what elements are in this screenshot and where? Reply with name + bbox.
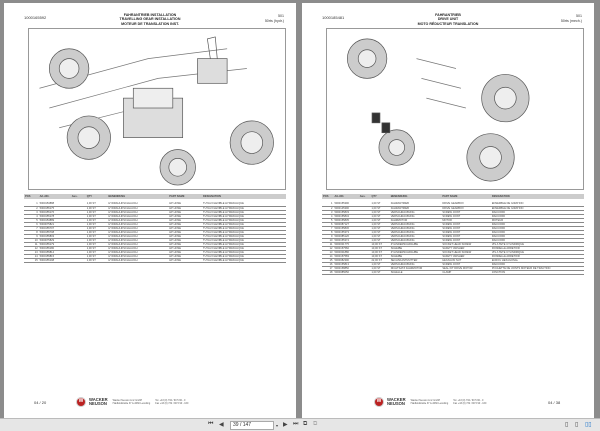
table-cell: SCREW JOINT — [441, 222, 491, 226]
col-benennung: BENENNUNG — [107, 194, 168, 199]
table-cell: SOCKET HEAD SCREW — [441, 250, 491, 254]
table-cell: 5000155374 — [333, 238, 358, 242]
table-cell: FAHRMOTOR — [390, 218, 442, 222]
table-cell: 1,00 ST — [370, 226, 389, 230]
left-document-page — [4, 3, 296, 418]
continuous-view-icon[interactable]: ▯ — [575, 422, 579, 428]
table-cell: 1,00 ST — [86, 234, 108, 238]
col-aus: Aus. — [359, 194, 371, 199]
table-cell: TUYAU FLEXIBLE HYDRAULIQUE — [202, 258, 286, 262]
table-row — [322, 270, 584, 274]
page-titles — [302, 13, 594, 26]
col-part-name: PART NAME — [168, 194, 202, 199]
tel: Tel. +43 (0) 732 / 90 5 90 - 0 — [453, 398, 484, 402]
table-cell: 6 — [322, 222, 333, 226]
table-cell: TUYAU FLEXIBLE HYDRAULIQUE — [202, 202, 286, 206]
table-cell: 1,00 ST — [370, 262, 389, 266]
table-cell: SCHELLE — [390, 270, 442, 274]
title-de: FAHRANTRIEB INSTALLATION — [123, 13, 177, 17]
table-cell: SOCKET HEAD SCREW — [441, 242, 491, 246]
table-cell: 5 — [24, 218, 39, 222]
table-cell: 5000155835 — [333, 218, 358, 222]
table-cell: 1,00 ST — [86, 250, 108, 254]
parts-table — [322, 194, 584, 275]
table-cell: 10 — [24, 238, 39, 242]
wacker-logo-icon: W — [76, 397, 86, 407]
table-cell: HP HOSE — [168, 210, 202, 214]
col-aus: Aus. — [71, 194, 86, 199]
table-cell: ECROU HEXAGONAL — [491, 258, 584, 262]
table-cell: 5000155708 — [39, 230, 71, 234]
wacker-neuson-logo — [76, 397, 188, 407]
table-cell: 12 — [322, 246, 333, 250]
table-cell: 5000082390 — [333, 258, 358, 262]
first-page-button[interactable]: ⏮ — [208, 421, 214, 427]
table-cell: HYDRAULIKSCHLAUCH — [107, 254, 168, 258]
page-titles — [4, 13, 296, 26]
table-cell: 5000155175 — [39, 206, 71, 210]
table-cell: SCREW JOINT — [441, 230, 491, 234]
table-cell: 1,00 ST — [370, 230, 389, 234]
parts-table — [24, 194, 286, 263]
table-cell: 4 — [322, 214, 333, 218]
table-cell: RACCORD — [491, 230, 584, 234]
col-qty: QTY — [370, 194, 389, 199]
table-cell: MOTOR — [441, 218, 491, 222]
table-cell: 1,00 ST — [370, 238, 389, 242]
exploded-diagram — [326, 28, 584, 190]
col-qty: QTY — [86, 194, 108, 199]
table-cell: 5000155833 — [333, 210, 358, 214]
table-cell: 5000155390 — [333, 202, 358, 206]
next-page-button[interactable]: ▶ — [283, 422, 288, 428]
table-cell: SCREW JOINT — [441, 234, 491, 238]
table-cell: 2 — [24, 206, 39, 210]
document-number: 1000185481 — [322, 15, 345, 20]
table-cell: FAHRANTRIEB — [390, 206, 442, 210]
table-cell: TUYAU FLEXIBLE HYDRAULIQUE — [202, 242, 286, 246]
table-cell: 1,00 ST — [370, 210, 389, 214]
table-cell: 5000087127 — [333, 222, 358, 226]
table-cell: SCREW JOINT — [441, 214, 491, 218]
table-cell: ZYLINDERSCHRAUBE — [390, 250, 442, 254]
table-cell: 6 — [24, 222, 39, 226]
table-cell: 15 — [322, 258, 333, 262]
table-cell: 5000001775 — [333, 242, 358, 246]
table-cell: HP HOSE — [168, 226, 202, 230]
table-cell: 1,00 ST — [86, 258, 108, 262]
table-cell: 7 — [322, 226, 333, 230]
table-cell: VERSCHRAUBUNG — [390, 214, 442, 218]
table-cell: 10,00 ST — [370, 246, 389, 250]
right-document-page — [302, 3, 594, 418]
table-cell: 5000155198 — [39, 258, 71, 262]
table-cell: SCREW JOINT — [441, 226, 491, 230]
table-cell: ZYLINDERSCHRAUBE — [390, 242, 442, 246]
section-ref — [561, 14, 582, 24]
table-cell: 1,00 ST — [86, 222, 108, 226]
company: Wacker Neuson Linz GmbH — [112, 398, 143, 402]
col-pos: POS — [322, 194, 333, 199]
table-cell: VIS A TETE CYLINDRIQUE — [491, 250, 584, 254]
table-cell: 1,00 ST — [86, 206, 108, 210]
table-cell: CLAMP — [441, 270, 491, 274]
title-de: FAHRANTRIEB — [435, 13, 461, 17]
table-cell: 1,00 ST — [86, 246, 108, 250]
table-cell: HP HOSE — [168, 222, 202, 226]
table-cell: 1,00 ST — [86, 238, 108, 242]
table-cell: 1,00 ST — [86, 202, 108, 206]
table-cell: HP HOSE — [168, 218, 202, 222]
table-cell: RONDELLE ARRETOIR — [491, 246, 584, 250]
title-fr: MOTO RÉDUCTEUR TRANSLATION — [417, 21, 479, 26]
table-cell: 22,00 ST — [370, 258, 389, 262]
table-cell: 11 — [322, 242, 333, 246]
table-cell: SAFETY WASHER — [441, 254, 491, 258]
table-cell: RACCORD — [491, 262, 584, 266]
tel: Tel. +43 (0) 732 / 90 5 90 - 0 — [155, 398, 186, 402]
page-number: 04 / 38 — [548, 400, 561, 405]
table-cell: HYDRAULIKSCHLAUCH — [107, 230, 168, 234]
table-cell: 1,00 ST — [86, 218, 108, 222]
table-cell: 7 — [24, 226, 39, 230]
table-cell: 10,00 ST — [370, 254, 389, 258]
table-cell: 1,00 ST — [86, 226, 108, 230]
table-cell: RACCORD — [491, 214, 584, 218]
table-cell: TUYAU FLEXIBLE HYDRAULIQUE — [202, 254, 286, 258]
street: Haidfeldstraße 37 A-4060 Leonding — [112, 402, 151, 405]
table-cell: 1,00 ST — [86, 230, 108, 234]
table-cell: 10,00 ST — [370, 242, 389, 246]
table-cell: 17 — [322, 266, 333, 270]
page-number: 04 / 20 — [34, 400, 47, 405]
table-cell: HP HOSE — [168, 254, 202, 258]
table-cell: HP HOSE — [168, 206, 202, 210]
table-cell: RONDELLE ARRETOIR — [491, 254, 584, 258]
ref-number: 501 — [576, 14, 582, 18]
table-cell: 1,00 ST — [370, 266, 389, 270]
table-cell: HP HOSE — [168, 242, 202, 246]
table-cell: SECHSKANTMUTTER — [390, 258, 442, 262]
table-cell: 5000155178 — [39, 214, 71, 218]
table-cell: VIS A TETE CYLINDRIQUE — [491, 242, 584, 246]
col-part-name: PART NAME — [441, 194, 491, 199]
table-cell — [71, 258, 86, 262]
table-cell: 5000155176 — [39, 210, 71, 214]
table-cell: FAHRANTRIEB — [390, 202, 442, 206]
table-cell: 8 — [24, 230, 39, 234]
table-cell: 14 — [24, 254, 39, 258]
col-designation: DESIGNATION — [202, 194, 286, 199]
table-cell: VERSCHRAUBUNG — [390, 238, 442, 242]
table-row — [24, 258, 286, 262]
table-cell: HYDRAULIKSCHLAUCH — [107, 250, 168, 254]
last-page-button[interactable]: ⏭ — [293, 421, 299, 427]
table-cell: HYDRAULIKSCHLAUCH — [107, 234, 168, 238]
table-cell: 1 — [322, 202, 333, 206]
table-cell: HYDRAULIKSCHLAUCH — [107, 218, 168, 222]
table-cell: 9 — [322, 234, 333, 238]
table-cell: TUYAU FLEXIBLE HYDRAULIQUE — [202, 214, 286, 218]
title-en: DRIVE UNIT — [437, 17, 459, 22]
table-cell: HP HOSE — [168, 214, 202, 218]
col-designation: DESIGNATION — [491, 194, 584, 199]
page-dropdown-icon[interactable]: ▾ — [276, 423, 279, 428]
table-cell: HYDRAULIKSCHLAUCH — [107, 258, 168, 262]
table-cell: HYDRAULIKSCHLAUCH — [107, 226, 168, 230]
table-cell: TUYAU FLEXIBLE HYDRAULIQUE — [202, 226, 286, 230]
table-cell: 5000085050 — [333, 270, 358, 274]
table-cell: 5000153889 — [39, 218, 71, 222]
brand-line1: WACKER — [89, 396, 108, 402]
table-cell: 5000085126 — [333, 234, 358, 238]
table-cell: VERSCHRAUBUNG — [390, 222, 442, 226]
document-number: 1000165592 — [24, 15, 47, 20]
table-cell: 5000155373 — [333, 230, 358, 234]
table-cell: 5000155814 — [39, 250, 71, 254]
brand-line2: NEUSON — [89, 401, 107, 406]
table-cell: 1,00 ST — [370, 270, 389, 274]
wacker-logo-icon: W — [374, 397, 384, 407]
table-cell: 4 — [24, 214, 39, 218]
table-cell: HYDRAULIKSCHLAUCH — [107, 246, 168, 250]
table-cell: TUYAU FLEXIBLE HYDRAULIQUE — [202, 218, 286, 222]
table-cell: RACCORD — [491, 234, 584, 238]
table-cell: VERSCHRAUBUNG — [390, 262, 442, 266]
table-cell: HYDRAULIKSCHLAUCH — [107, 206, 168, 210]
col-part-no: A/L-NO. — [333, 194, 358, 199]
two-page-view-icon[interactable]: ▯▯ — [585, 422, 592, 428]
table-cell: MOTEUR — [491, 218, 584, 222]
table-cell: 13 — [24, 250, 39, 254]
table-cell: TUYAU FLEXIBLE HYDRAULIQUE — [202, 230, 286, 234]
page-number-input[interactable]: 39 / 147 — [230, 421, 274, 430]
table-cell: HP HOSE — [168, 250, 202, 254]
table-cell: 11 — [24, 242, 39, 246]
table-cell: 5000001880 — [333, 250, 358, 254]
table-cell: 5000155180 — [39, 246, 71, 250]
table-cell: 1,00 ST — [370, 234, 389, 238]
table-cell: 1,00 ST — [86, 254, 108, 258]
paste-icon[interactable]: ⧉ — [313, 421, 318, 427]
table-cell: SEAL KIT DRIVE MOTOR — [441, 266, 491, 270]
table-cell: 1,00 ST — [370, 206, 389, 210]
table-cell: 9 — [24, 234, 39, 238]
fax: Fax +43 (0) 732 / 90 5 90 - 160 — [453, 402, 487, 405]
table-cell: RACCORD — [491, 226, 584, 230]
table-cell: 5000155803 — [39, 234, 71, 238]
table-cell: SAFETY WASHER — [441, 246, 491, 250]
table-cell: 10 — [322, 238, 333, 242]
table-cell: ENSEMBLE DE GIRATION — [491, 202, 584, 206]
table-cell: HP HOSE — [168, 238, 202, 242]
table-cell: 1,00 ST — [86, 214, 108, 218]
table-cell: HYDRAULIKSCHLAUCH — [107, 238, 168, 242]
table-cell: 1,00 ST — [370, 202, 389, 206]
table-cell: SCREW JOINT — [441, 210, 491, 214]
table-cell: TUYAU FLEXIBLE HYDRAULIQUE — [202, 250, 286, 254]
table-cell: 12 — [24, 246, 39, 250]
table-cell: HEXAGON NUT — [441, 258, 491, 262]
table-cell: 1,00 ST — [370, 222, 389, 226]
wacker-neuson-logo — [374, 397, 486, 407]
fax: Fax +43 (0) 732 / 90 5 90 - 160 — [155, 402, 189, 405]
table-cell: ENSEMBLE DE GIRATION — [491, 206, 584, 210]
table-cell: HYDRAULIKSCHLAUCH — [107, 210, 168, 214]
table-cell: HP HOSE — [168, 234, 202, 238]
table-cell: HYDRAULIKSCHLAUCH — [107, 214, 168, 218]
brand-line2: NEUSON — [387, 401, 405, 406]
table-cell: HP HOSE — [168, 258, 202, 262]
table-cell: 1,00 ST — [370, 218, 389, 222]
table-cell: TUYAU FLEXIBLE HYDRAULIQUE — [202, 222, 286, 226]
table-cell — [359, 270, 371, 274]
table-cell: TUYAU FLEXIBLE HYDRAULIQUE — [202, 210, 286, 214]
table-cell: 10,00 ST — [370, 250, 389, 254]
table-cell: DRIVE GEARBOX — [441, 202, 491, 206]
ref-sub: 50rts (hydr.) — [264, 19, 284, 23]
table-cell: 1,00 ST — [86, 242, 108, 246]
brand-line1: WACKER — [387, 396, 406, 402]
table-cell: 2 — [322, 206, 333, 210]
table-cell: HYDRAULIKSCHLAUCH — [107, 202, 168, 206]
table-cell: JONCTION — [491, 270, 584, 274]
table-cell: 5 — [322, 218, 333, 222]
table-cell: VERSCHRAUBUNG — [390, 226, 442, 230]
exploded-diagram — [28, 28, 286, 190]
copy-icon[interactable]: ⧉ — [303, 421, 308, 427]
table-cell: 16 — [322, 262, 333, 266]
table-cell: 8 — [322, 230, 333, 234]
table-cell: RACCORD — [491, 238, 584, 242]
table-cell: 14 — [322, 254, 333, 258]
company: Wacker Neuson Linz GmbH — [410, 398, 441, 402]
title-en: TRAVELLING GEAR INSTALLATION — [119, 17, 181, 22]
table-cell: 5000155707 — [39, 226, 71, 230]
table-cell: TUYAU FLEXIBLE HYDRAULIQUE — [202, 238, 286, 242]
table-cell: RACCORD — [491, 210, 584, 214]
table-cell: 5000145390 — [333, 206, 358, 210]
table-cell: 1,00 ST — [370, 214, 389, 218]
viewer-toolbar — [0, 418, 600, 431]
table-cell: 5000075829 — [39, 238, 71, 242]
col-benennung: BENENNUNG — [390, 194, 442, 199]
ref-number: 501 — [278, 14, 284, 18]
street: Haidfeldstraße 37 A-4060 Leonding — [410, 402, 449, 405]
section-ref — [265, 14, 284, 24]
table-cell: DRIVE GEARBOX — [441, 206, 491, 210]
table-cell: VERSCHRAUBUNG — [390, 230, 442, 234]
table-cell: 13 — [322, 250, 333, 254]
table-cell: 5000157583 — [333, 254, 358, 258]
table-cell: 18 — [322, 270, 333, 274]
table-cell: DICHTSATZ FAHRMOTOR — [390, 266, 442, 270]
table-cell: SCREW JOINT — [441, 262, 491, 266]
table-cell: TUYAU FLEXIBLE HYDRAULIQUE — [202, 206, 286, 210]
title-fr: MOTEUR DE TRANSLATION INST. — [121, 21, 179, 26]
table-cell: POCHETTE DE JOINTS MOTEUR DE TRACTION — [491, 266, 584, 270]
table-cell: 1,00 ST — [86, 210, 108, 214]
col-pos: POS — [24, 194, 39, 199]
table-cell: 3 — [322, 210, 333, 214]
table-cell: TUYAU FLEXIBLE HYDRAULIQUE — [202, 246, 286, 250]
table-cell: 5000075821 — [39, 222, 71, 226]
table-cell: 5000155179 — [39, 242, 71, 246]
table-cell: HYDRAULIKSCHLAUCH — [107, 222, 168, 226]
table-cell: VERSCHRAUBUNG — [390, 210, 442, 214]
table-cell: 5000153888 — [39, 202, 71, 206]
page-footer — [4, 396, 296, 410]
table-cell: 3 — [24, 210, 39, 214]
page-footer — [302, 396, 594, 410]
table-cell: SCHEIBE — [390, 246, 442, 250]
table-cell: TUYAU FLEXIBLE HYDRAULIQUE — [202, 234, 286, 238]
table-cell: 15 — [24, 258, 39, 262]
table-cell: HP HOSE — [168, 246, 202, 250]
table-cell: 5000155834 — [333, 214, 358, 218]
table-cell: HYDRAULIKSCHLAUCH — [107, 242, 168, 246]
table-cell: RACCORD — [491, 222, 584, 226]
table-cell: 5000157582 — [333, 246, 358, 250]
table-cell: HP HOSE — [168, 202, 202, 206]
table-cell: 5000158850 — [333, 266, 358, 270]
table-cell: HP HOSE — [168, 230, 202, 234]
col-part-no: A/L-NO. — [39, 194, 71, 199]
table-cell: VERSCHRAUBUNG — [390, 234, 442, 238]
ref-sub: 50rts (mech.) — [560, 19, 582, 23]
table-cell: SCHEIBE — [390, 254, 442, 258]
table-cell: 5000155836 — [333, 226, 358, 230]
table-cell: 5000155813 — [333, 262, 358, 266]
single-page-view-icon[interactable]: ▯ — [565, 422, 569, 428]
table-cell: 5000155815 — [39, 254, 71, 258]
table-cell: 1 — [24, 202, 39, 206]
previous-page-button[interactable]: ◀ — [219, 422, 224, 428]
table-cell: SCREW JOINT — [441, 238, 491, 242]
